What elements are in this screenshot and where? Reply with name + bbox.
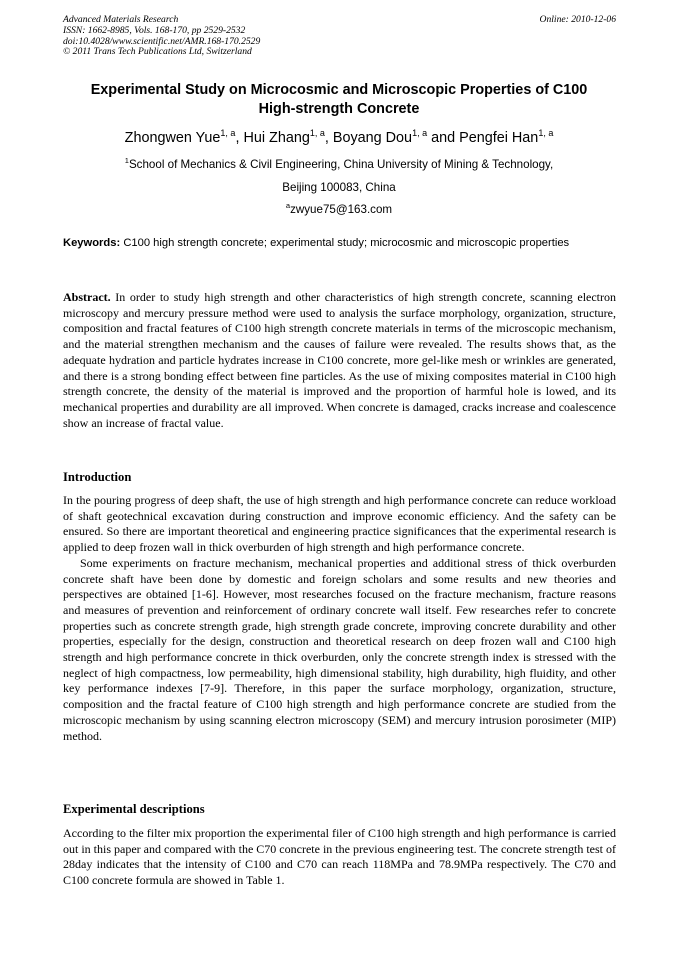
author-name: Pengfei Han xyxy=(459,130,539,146)
experimental-paragraph-1: According to the filter mix proportion the experimental filer of C100 high strength and high performance is carried out in this paper and compared with the C70 concrete in the previous engineering test. The concrete strength test of 28day indicates that the intensity of C100 and C70 can reach 118MPa and 78.9MPa respectively. The C70 and C100 concrete formula are showed in Table 1. xyxy=(63,826,616,888)
journal-name: Advanced Materials Research xyxy=(63,14,179,25)
title-line-2: High-strength Concrete xyxy=(258,101,420,117)
section-heading-introduction: Introduction xyxy=(63,470,132,484)
author-name: Boyang Dou xyxy=(332,130,413,146)
author-affiliation-mark: 1, a xyxy=(412,128,428,138)
keywords-label: Keywords: xyxy=(63,237,121,249)
email-line xyxy=(40,203,638,217)
abstract-block xyxy=(63,290,616,431)
affiliation-line-2: Beijing 100083, China xyxy=(282,181,396,194)
author-separator: , xyxy=(324,130,333,146)
author-email: zwyue75@163.com xyxy=(290,203,393,216)
keywords-block xyxy=(63,236,616,252)
author-separator: , xyxy=(235,130,244,146)
author-affiliation-mark: 1, a xyxy=(309,128,325,138)
keywords-text: C100 high strength concrete; experimental study; microcosmic and microscopic properties xyxy=(123,237,570,249)
author-name: Zhongwen Yue xyxy=(124,130,221,146)
introduction-paragraph-1: In the pouring progress of deep shaft, the use of high strength and high performance concrete can reduce workload of shaft geotechnical excavation during construction and improve economic efficiency. And the safety can be ensured. So there are important theoretical and engineering practice significances that the experimental research is applied to deep frozen wall in thick overburden of high strength and high performance concrete. xyxy=(63,493,616,555)
introduction-body xyxy=(63,493,616,744)
email-mark: a xyxy=(285,201,291,210)
online-date: Online: 2010-12-06 xyxy=(539,14,616,25)
copyright-line: © 2011 Trans Tech Publications Ltd, Switzerland xyxy=(63,46,252,58)
paper-title xyxy=(40,81,638,119)
section-heading-experimental: Experimental descriptions xyxy=(63,802,205,816)
journal-header xyxy=(63,15,616,58)
abstract-label: Abstract. xyxy=(63,290,111,304)
author-affiliation-mark: 1, a xyxy=(220,128,236,138)
affiliation-mark: 1 xyxy=(124,156,129,165)
doi-line: doi:10.4028/www.scientific.net/AMR.168-170.2529 xyxy=(63,35,261,47)
affiliation-line-1: $^1$School of Mechanics & Civil Engineering, China University of Mining & Technology, xyxy=(124,156,554,171)
experimental-body xyxy=(63,826,616,889)
issn-line: ISSN: 1662-8985, Vols. 168-170, pp 2529-2532 xyxy=(63,24,246,36)
author-separator: and xyxy=(427,130,460,146)
author-name: Hui Zhang xyxy=(243,130,310,146)
introduction-paragraph-2: Some experiments on fracture mechanism, mechanical properties and additional stress of thick overburden concrete shaft have been done by domestic and foreign scholars and some results and new theories and perspectives are obtained [1-6]. However, most researches focused on the fracture mechanism, fracture reasons and measures of prevention and reinforcement of ordinary concrete wall itself. Few researches refer to concrete properties such as concrete strength grade, high strength grade concrete, improving concrete durability and other properties, especially for the design, construction and theoretical research on deep frozen wall and C100 high strength and high performance concrete in thick overburden, only the concrete strength index is stressed with the neglect of high compactness, low permeability, high dimensional stability, high durability, high fluidity, and other key performance indexes [7-9]. Therefore, in this paper the surface morphology, organization, structure, composition and the fractal feature of C100 high strength and high performance concrete are studied from the microscopic mechanism by using scanning electron microscopy (SEM) and mercury intrusion porosimeter (MIP) method. xyxy=(63,555,616,743)
author-list xyxy=(40,129,638,147)
title-line-1: Experimental Study on Microcosmic and Microscopic Properties of C100 xyxy=(90,82,588,98)
abstract-text: In order to study high strength and other characteristics of high strength concrete, scanning electron microscopy and mercury pressure method were used to analysis the surface morphology, organization, structure, composition and fractal features of C100 high strength concrete materials in terms of the microscopic mechanism, and the material strengthen mechanism and the causes of failure were revealed. The results shows that, as the adequate hydration and particle hydrates increase in C100 concrete, more gel-like mesh or wrinkles are generated, and there is a strong bonding effect between fine particles. As the use of mixing composites material in C100 high strength concrete, the density of the material is improved and the proportion of harmful hole is lowed, and its mechanical properties and durability are all improved. When concrete is damaged, cracks increase and coalescence show an increase of fractal value. xyxy=(63,290,617,430)
author-affiliation-mark: 1, a xyxy=(538,128,554,138)
